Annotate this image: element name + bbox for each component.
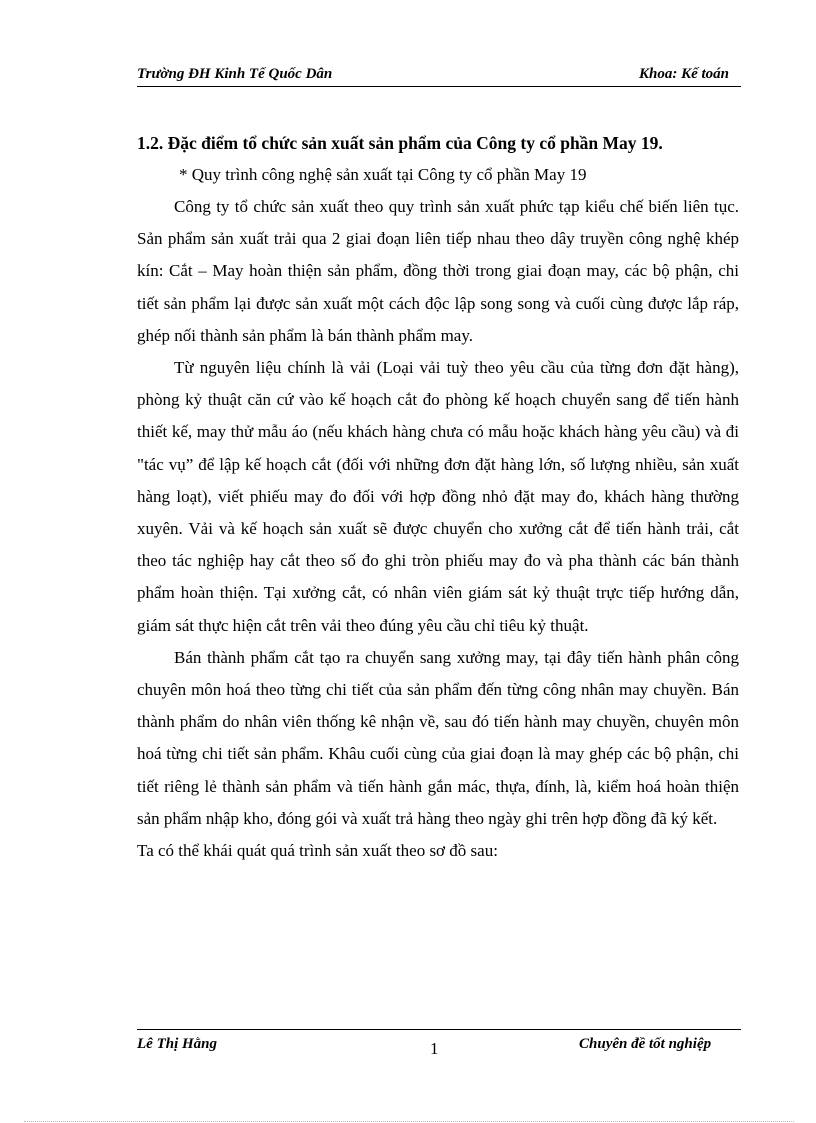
footer-title: Chuyên đề tốt nghiệp (579, 1036, 712, 1052)
footer-author: Lê Thị Hằng (137, 1036, 218, 1052)
paragraph-3: Bán thành phẩm cắt tạo ra chuyển sang xưởng may, tại đây tiến hành phân công chuyên môn hoá theo từng chi tiết của sản phẩm đến từng công nhân may chuyền. Bán thành phẩm do nhân viên thống kê nhận về, sau đó tiến hành may chuyền, chuyên môn hoá từng chi tiết sản phẩm. Khâu cuối cùng của giai đoạn là may ghép các bộ phận, chi tiết riêng lẻ thành sản phẩm và tiến hành gắn mác, thựa, đính, là, kiểm hoá hoàn thiện sản phẩm nhập kho, đóng gói và xuất trả hàng theo ngày ghi trên hợp đồng đã ký kết. (137, 647, 739, 828)
header-school: Trường ĐH Kinh Tế Quốc Dân (137, 66, 333, 82)
header-department: Khoa: Kế toán (638, 66, 729, 82)
paragraph-2: Từ nguyên liệu chính là vải (Loại vải tuỳ theo yêu cầu của từng đơn đặt hàng), phòng kỷ thuật căn cứ vào kế hoạch cắt đo phòng kế hoạch chuyển sang để tiến hành thiết kế, may thử mẫu áo (nếu khách hàng chưa có mẫu hoặc khách hàng yêu cầu) và đi "tác vụ” để lập kế hoạch cắt (đối với những đơn đặt hàng lớn, số lượng nhiều, sản xuất hàng loạt), viết phiếu may đo đối với hợp đồng nhỏ đặt may đo, khách hàng thường xuyên. Vải và kế hoạch sản xuất sẽ được chuyển cho xưởng cắt để tiến hành trải, cắt theo tác nghiệp hay cắt theo số đo ghi tròn phiếu may đo và pha thành các bán thành phẩm hoàn thiện. Tại xưởng cắt, có nhân viên giám sát kỷ thuật trực tiếp hướng dẫn, giám sát thực hiện cắt trên vải theo đúng yêu cầu chỉ tiêu kỷ thuật. (137, 358, 739, 635)
closing-sentence: Ta có thể khái quát quá trình sản xuất theo sơ đồ sau: (137, 841, 498, 861)
section-subheading: * Quy trình công nghệ sản xuất tại Công ty cổ phần May 19 (179, 165, 587, 184)
paragraph-1: Công ty tổ chức sản xuất theo quy trình sản xuất phức tạp kiểu chế biến liên tục. Sản phẩm sản xuất trải qua 2 giai đoạn liên tiếp nhau theo dây truyền công nghệ khép kín: Cắt – May hoàn thiện sản phẩm, đồng thời trong giai đoạn may, các bộ phận, chi tiết sản phẩm lại được sản xuất một cách độc lập song song và cuối cùng được lắp ráp, ghép nối thành sản phẩm là bán thành phẩm may. (137, 197, 739, 345)
page-header (137, 64, 741, 87)
footer-divider (137, 1029, 741, 1030)
page-edge-dotted-line (24, 1121, 794, 1122)
document-body (137, 127, 739, 867)
section-heading: 1.2. Đặc điểm tổ chức sản xuất sản phẩm của Công ty cổ phần May 19. (137, 133, 663, 153)
page-number: 1 (430, 1039, 439, 1058)
